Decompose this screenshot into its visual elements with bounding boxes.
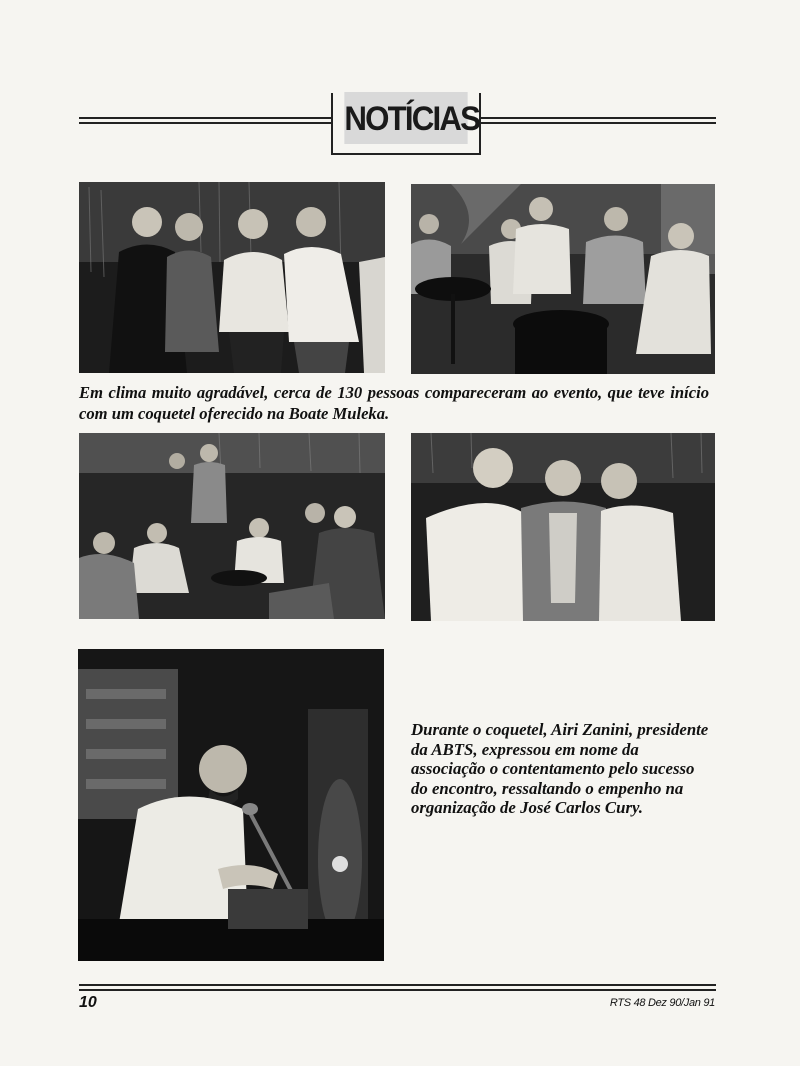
issue-info: RTS 48 Dez 90/Jan 91 <box>609 997 715 1009</box>
photo-three-men <box>411 433 715 621</box>
page-number: 10 <box>79 994 97 1011</box>
photo-crowd-seated <box>79 433 385 619</box>
footer-rule <box>79 984 716 991</box>
section-title: NOTÍCIAS <box>344 92 467 144</box>
header-rule-left <box>79 117 332 124</box>
photo-seated-group <box>411 184 715 374</box>
photo-caption-top: Em clima muito agradável, cerca de 130 pessoas compareceram ao evento, que teve início com um coquetel oferecido na Boate Muleka. <box>79 383 709 423</box>
photo-caption-side: Durante o coquetel, Airi Zanini, presidente da ABTS, expressou em nome da associação o contentamento pelo sucesso do encontro, ressaltando o empenho na organização de José Carlos Cury. <box>411 720 709 817</box>
photo-speaker-at-microphone <box>78 649 384 961</box>
photo-group-of-men <box>79 182 385 373</box>
header-rule-right <box>480 117 716 124</box>
